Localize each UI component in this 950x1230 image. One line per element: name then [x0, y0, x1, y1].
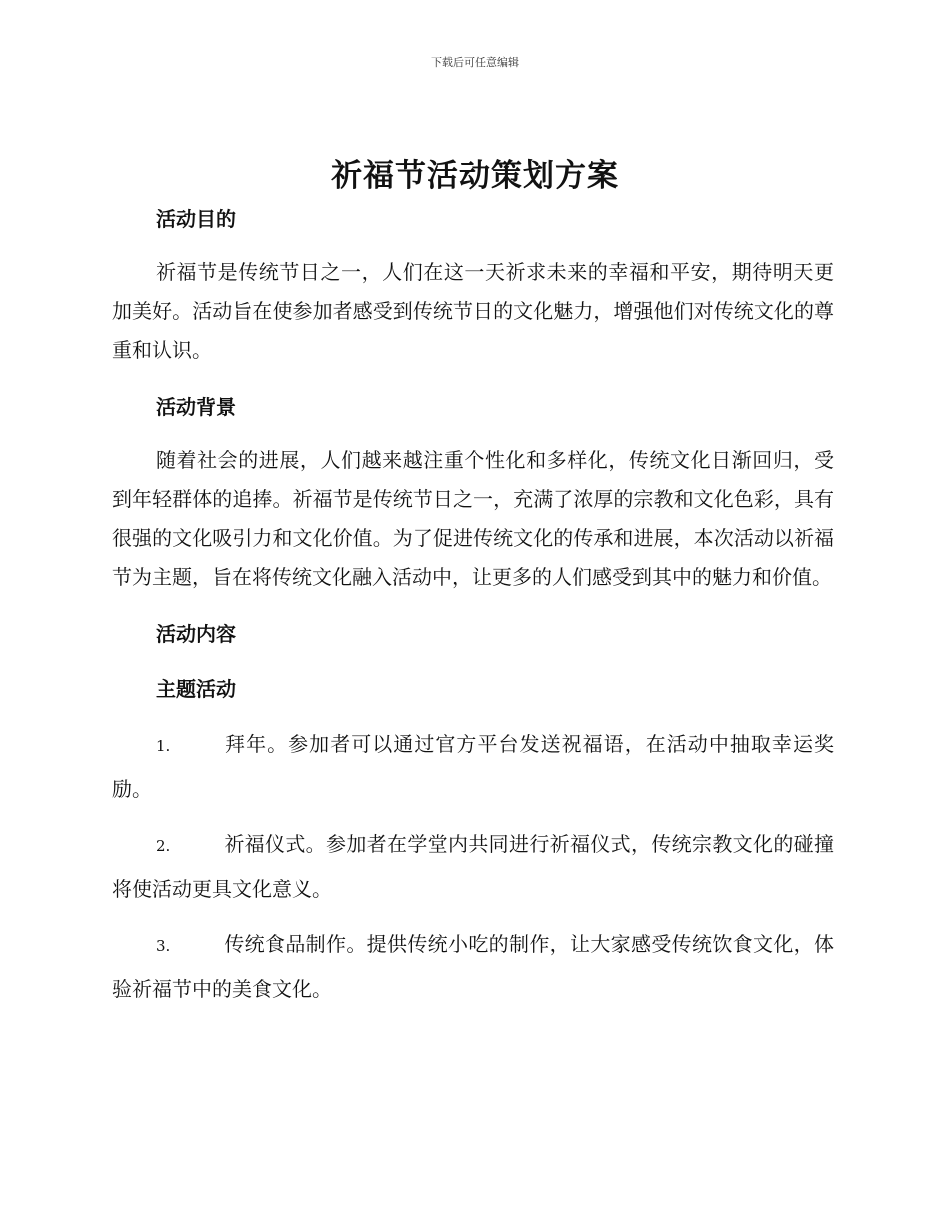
section-paragraph-background: 随着社会的进展，人们越来越注重个性化和多样化，传统文化日渐回归，受到年轻群体的追捧。祈福节是传统节日之一，充满了浓厚的宗教和文化色彩，具有很强的文化吸引力和文化价值。为了促进传统文化的传承和进展，本次活动以祈福节为主题，旨在将传统文化融入活动中，让更多的人们感受到其中的魅力和价值。	[112, 448, 834, 589]
list-item	[112, 723, 834, 811]
document-body	[112, 198, 834, 1023]
list-item-number: 3.	[156, 937, 171, 955]
list-item	[112, 923, 834, 1011]
section-heading-background: 活动背景	[156, 395, 236, 419]
list-item-text: 拜年。参加者可以通过官方平台发送祝福语，在活动中抽取幸运奖励。	[112, 732, 834, 801]
section-paragraph-purpose: 祈福节是传统节日之一，人们在这一天祈求未来的幸福和平安，期待明天更加美好。活动旨在使参加者感受到传统节日的文化魅力，增强他们对传统文化的尊重和认识。	[112, 260, 834, 362]
document-title: 祈福节活动策划方案	[331, 158, 619, 194]
list-item	[112, 823, 834, 911]
list-item-number: 2.	[156, 837, 171, 855]
subsection-heading-theme: 主题活动	[156, 677, 236, 701]
list-item-text: 传统食品制作。提供传统小吃的制作，让大家感受传统饮食文化，体验祈福节中的美食文化。	[112, 932, 834, 1001]
section-heading-content: 活动内容	[156, 622, 236, 646]
list-item-text: 祈福仪式。参加者在学堂内共同进行祈福仪式，传统宗教文化的碰撞将使活动更具文化意义。	[112, 832, 834, 901]
list-item-number: 1.	[156, 737, 171, 755]
header-note: 下载后可任意编辑	[431, 56, 519, 69]
section-heading-purpose: 活动目的	[156, 207, 236, 231]
